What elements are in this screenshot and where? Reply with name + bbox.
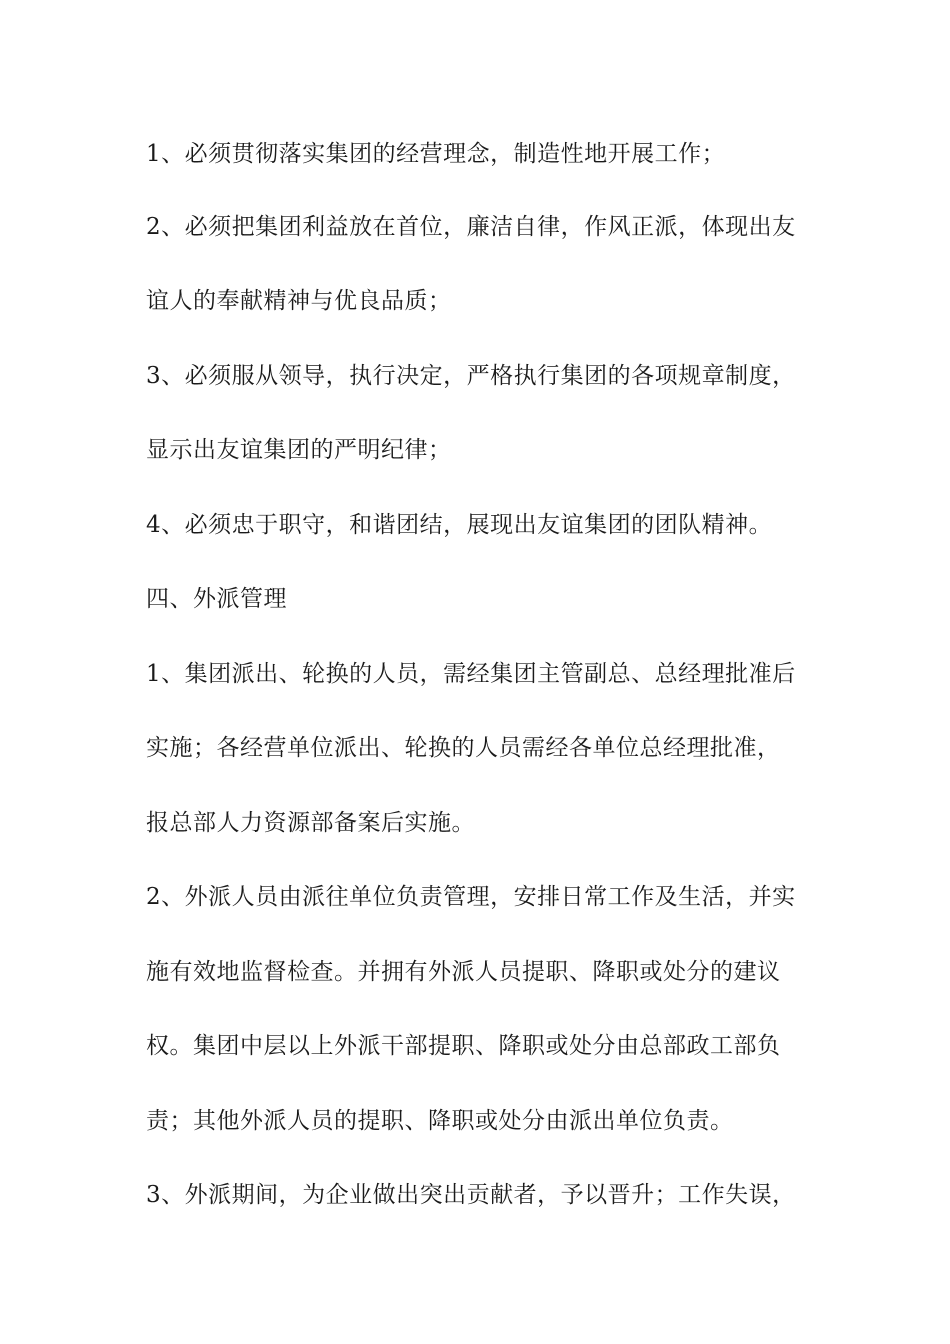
paragraph-line: 责；其他外派人员的提职、降职或处分由派出单位负责。 xyxy=(146,1108,734,1134)
paragraph-line: 报总部人力资源部备案后实施。 xyxy=(146,810,475,836)
paragraph-line: 施有效地监督检查。并拥有外派人员提职、降职或处分的建议 xyxy=(146,959,781,985)
paragraph-line: 实施；各经营单位派出、轮换的人员需经各单位总经理批准， xyxy=(146,735,781,761)
paragraph-line: 权。集团中层以上外派干部提职、降职或处分由总部政工部负 xyxy=(146,1033,781,1059)
paragraph-line: 3、外派期间，为企业做出突出贡献者，予以晋升；工作失误， xyxy=(146,1182,796,1208)
paragraph-line: 1、必须贯彻落实集团的经营理念，制造性地开展工作； xyxy=(146,141,726,167)
paragraph-line: 1、集团派出、轮换的人员，需经集团主管副总、总经理批准后 xyxy=(146,661,796,687)
paragraph-line: 2、必须把集团利益放在首位，廉洁自律，作风正派，体现出友 xyxy=(146,214,796,240)
paragraph-line: 谊人的奉献精神与优良品质； xyxy=(146,288,452,314)
paragraph-line: 显示出友谊集团的严明纪律； xyxy=(146,437,452,463)
paragraph-line: 3、必须服从领导，执行决定，严格执行集团的各项规章制度， xyxy=(146,363,796,389)
paragraph-line: 4、必须忠于职守，和谐团结，展现出友谊集团的团队精神。 xyxy=(146,512,773,538)
section-heading: 四、外派管理 xyxy=(146,586,287,612)
paragraph-line: 2、外派人员由派往单位负责管理，安排日常工作及生活，并实 xyxy=(146,884,796,910)
